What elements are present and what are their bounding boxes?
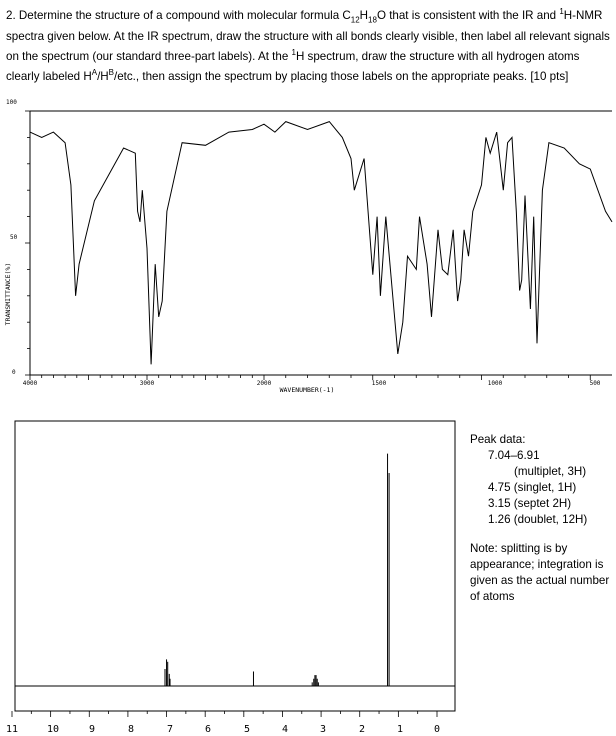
ir-plot-frame [30, 111, 612, 375]
ir-spectrum [0, 94, 616, 404]
nmr-xtick-2: 2 [358, 724, 366, 735]
ir-axis-ticks [25, 111, 590, 380]
peak-entry-singlet: 4.75 (singlet, 1H) [488, 481, 577, 494]
ir-xtick-1000: 1000 [487, 380, 503, 387]
peak-data-title: Peak data: [470, 433, 526, 446]
peak-entry-aromatic: 7.04–6.91 [488, 449, 540, 462]
ir-xtick-1500: 1500 [371, 380, 387, 387]
ir-ytick-50: 50 [10, 234, 18, 241]
nmr-xtick-10: 10 [46, 724, 60, 735]
ir-xlabel: WAVENUMBER(-1) [279, 386, 335, 394]
nmr-peaks [165, 454, 389, 686]
peak-entry-aromatic-detail: (multiplet, 3H) [514, 465, 587, 478]
nmr-axis-ticks [12, 711, 437, 717]
nmr-xtick-9: 9 [88, 724, 96, 735]
ir-ytick-0: 0 [12, 369, 16, 376]
peak-entry-septet: 3.15 (septet 2H) [488, 497, 572, 510]
ir-xtick-3000: 3000 [139, 380, 155, 387]
nmr-xtick-0: 0 [433, 724, 441, 735]
nmr-xtick-7: 7 [166, 724, 174, 735]
ir-xtick-4000: 4000 [22, 380, 38, 387]
nmr-xtick-1: 1 [396, 724, 404, 735]
question-number: 2. [6, 8, 16, 22]
ir-xtick-500: 500 [589, 380, 601, 387]
nmr-xtick-6: 6 [204, 724, 212, 735]
nmr-xtick-8: 8 [127, 724, 135, 735]
question-body: Determine the structure of a compound with molecular formula $C_{12}H_{18}O$ that is consistent with the IR and $^1$H-NMR spectra given below. At the IR spectrum, draw the structure with all bonds clearly visible, then label all relevant signals on the spectrum (our standard three-part labels). At the $^1$H spectrum, draw the structure with all hydrogen atoms clearly labeled $H^A/H^B$/etc., then assign the spectrum by placing those labels on the appropriate peaks. [10 pts] [6, 7, 610, 84]
nmr-xtick-5: 5 [243, 724, 251, 735]
ir-ytick-100: 100 [6, 99, 17, 106]
question-text [6, 4, 610, 86]
ir-xtick-2000: 2000 [256, 380, 272, 387]
ir-trace [30, 122, 612, 365]
peak-entry-doublet: 1.26 (doublet, 12H) [488, 513, 588, 526]
nmr-xtick-3: 3 [319, 724, 327, 735]
nmr-xtick-4: 4 [281, 724, 289, 735]
peak-data-note: Note: splitting is by appearance; integration is given as the actual number of atoms [470, 542, 610, 603]
peak-data-panel [470, 432, 612, 617]
nmr-xtick-11: 11 [5, 724, 19, 735]
ir-ylabel: TRANSMITTANCE(%) [4, 262, 12, 326]
